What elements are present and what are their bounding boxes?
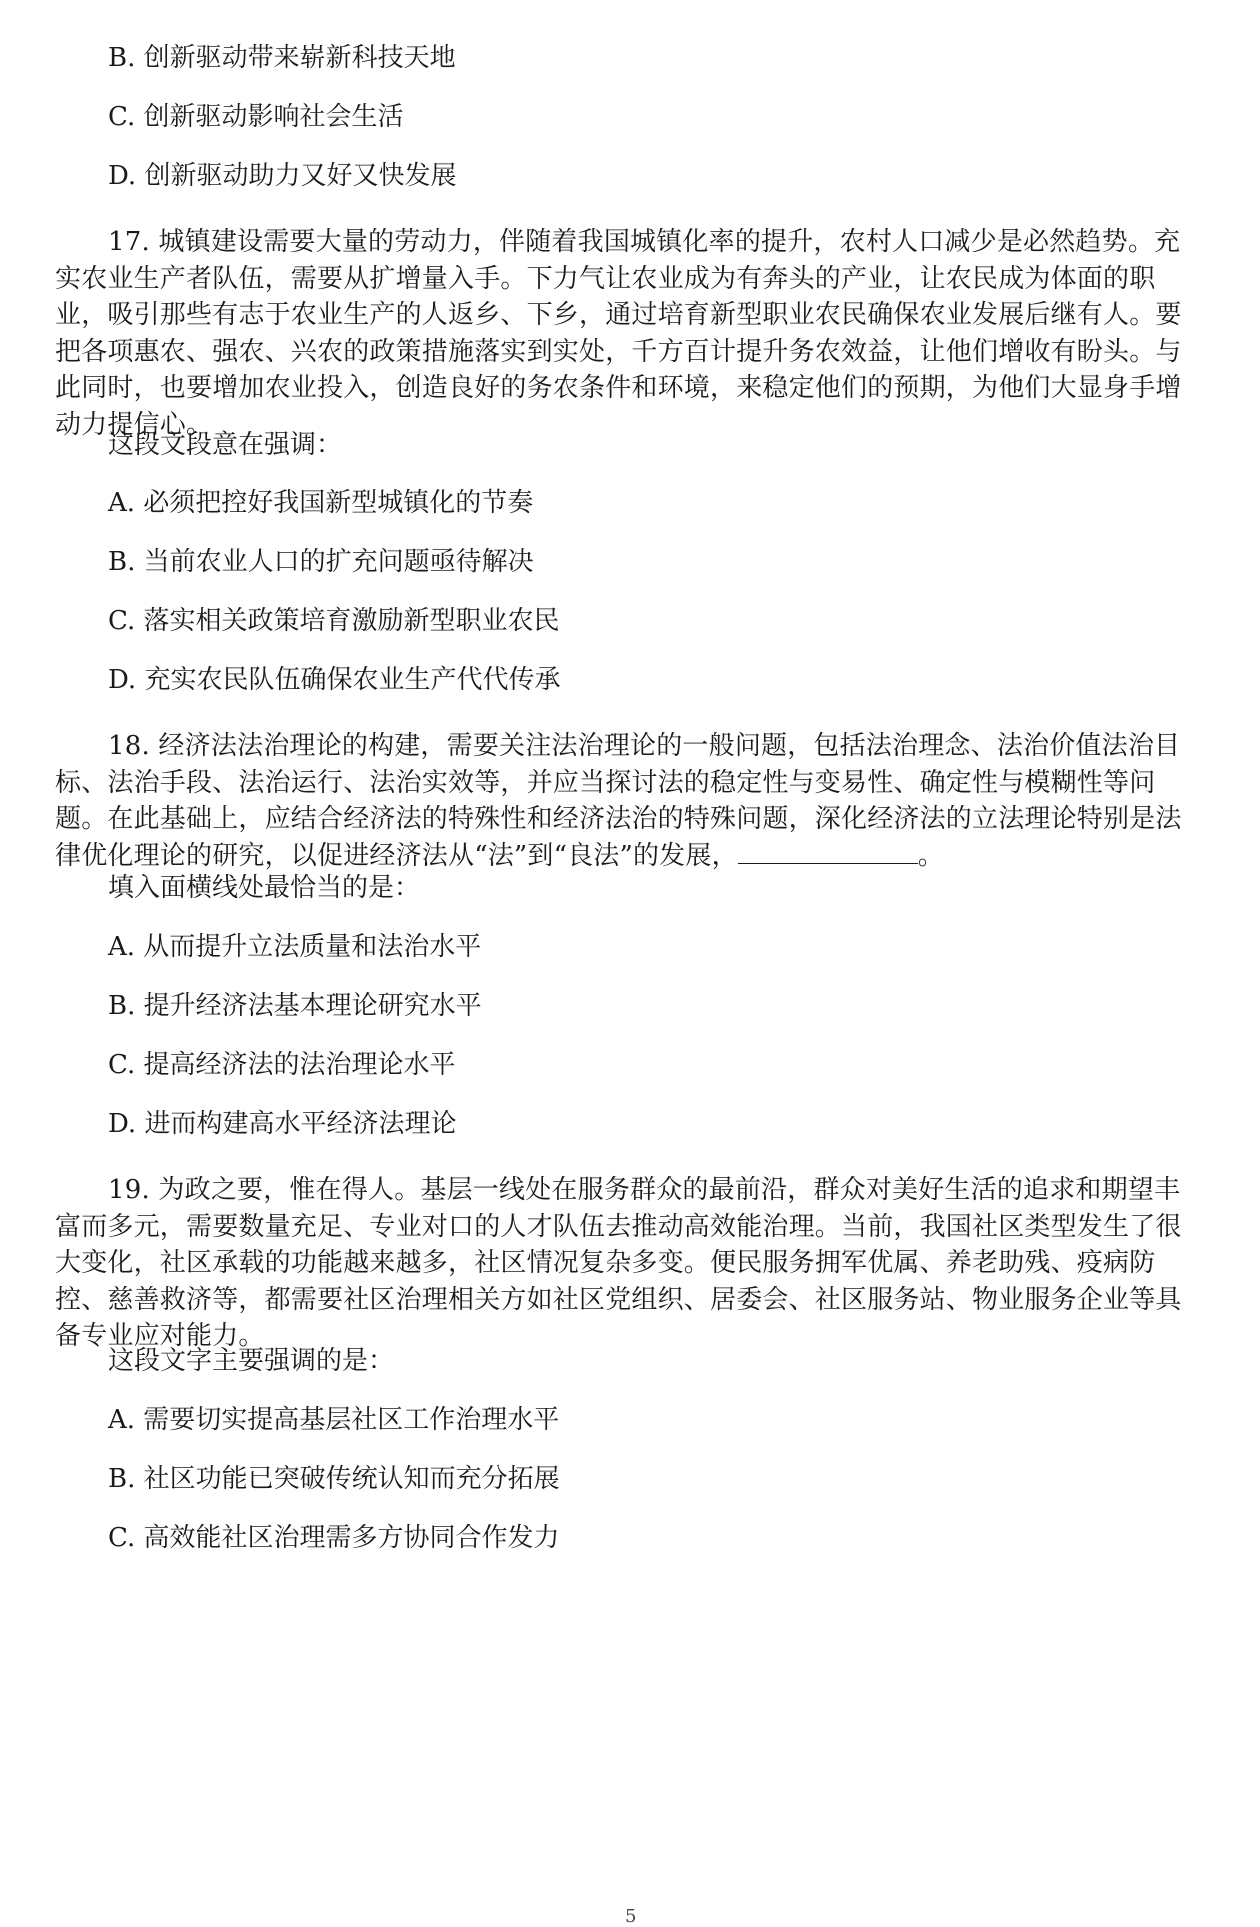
q16-option-c: C. 创新驱动影响社会生活 — [108, 102, 404, 132]
q18-passage — [55, 728, 1205, 874]
q17-option-b: B. 当前农业人口的扩充问题亟待解决 — [108, 547, 534, 577]
q19-option-b: B. 社区功能已突破传统认知而充分拓展 — [108, 1464, 560, 1494]
q18-passage-end: 。 — [917, 840, 944, 871]
q19-prompt: 这段文字主要强调的是： — [108, 1346, 395, 1376]
q19-option-a: A. 需要切实提高基层社区工作治理水平 — [108, 1405, 560, 1435]
q18-option-b: B. 提升经济法基本理论研究水平 — [108, 991, 482, 1021]
q18-passage-text: 18. 经济法法治理论的构建，需要关注法治理论的一般问题，包括法治理念、法治价值法治目标、法治手段、法治运行、法治实效等，并应当探讨法的稳定性与变易性、确定性与模糊性等问题。在此基础上，应结合经济法的特殊性和经济法治的特殊问题，深化经济法的立法理论特别是法律优化理论的研究，以促进经济法从“法”到“良法”的发展， — [55, 731, 1182, 871]
q18-option-d: D. 进而构建高水平经济法理论 — [108, 1109, 457, 1139]
q16-option-b: B. 创新驱动带来崭新科技天地 — [108, 43, 456, 73]
q17-prompt: 这段文段意在强调： — [108, 430, 343, 460]
q17-passage: 17. 城镇建设需要大量的劳动力，伴随着我国城镇化率的提升，农村人口减少是必然趋势。充实农业生产者队伍，需要从扩增量入手。下力气让农业成为有奔头的产业，让农民成为体面的职业，吸引那些有志于农业生产的人返乡、下乡，通过培育新型职业农民确保农业发展后继有人。要把各项惠农、强农、兴农的政策措施落实到实处，千方百计提升务农效益，让他们增收有盼头。与此同时，也要增加农业投入，创造良好的务农条件和环境，来稳定他们的预期，为他们大显身手增动力提信心。 — [55, 227, 1182, 440]
q18-option-c: C. 提高经济法的法治理论水平 — [108, 1050, 456, 1080]
q19-passage: 19. 为政之要，惟在得人。基层一线处在服务群众的最前沿，群众对美好生活的追求和期望丰富而多元，需要数量充足、专业对口的人才队伍去推动高效能治理。当前，我国社区类型发生了很大变化，社区承载的功能越来越多，社区情况复杂多变。便民服务拥军优属、养老助残、疫病防控、慈善救济等，都需要社区治理相关方如社区党组织、居委会、社区服务站、物业服务企业等具备专业应对能力。 — [55, 1175, 1182, 1351]
q18-option-a: A. 从而提升立法质量和法治水平 — [108, 932, 482, 962]
q16-option-d: D. 创新驱动助力又好又快发展 — [108, 161, 457, 191]
q17-option-a: A. 必须把控好我国新型城镇化的节奏 — [108, 488, 534, 518]
q18-fill-blank — [738, 839, 918, 864]
q19-option-c: C. 高效能社区治理需多方协同合作发力 — [108, 1523, 560, 1553]
q17-option-c: C. 落实相关政策培育激励新型职业农民 — [108, 606, 560, 636]
q17-option-d: D. 充实农民队伍确保农业生产代代传承 — [108, 665, 561, 695]
q18-prompt: 填入面横线处最恰当的是： — [108, 873, 421, 903]
page-number: 5 — [625, 1906, 637, 1927]
